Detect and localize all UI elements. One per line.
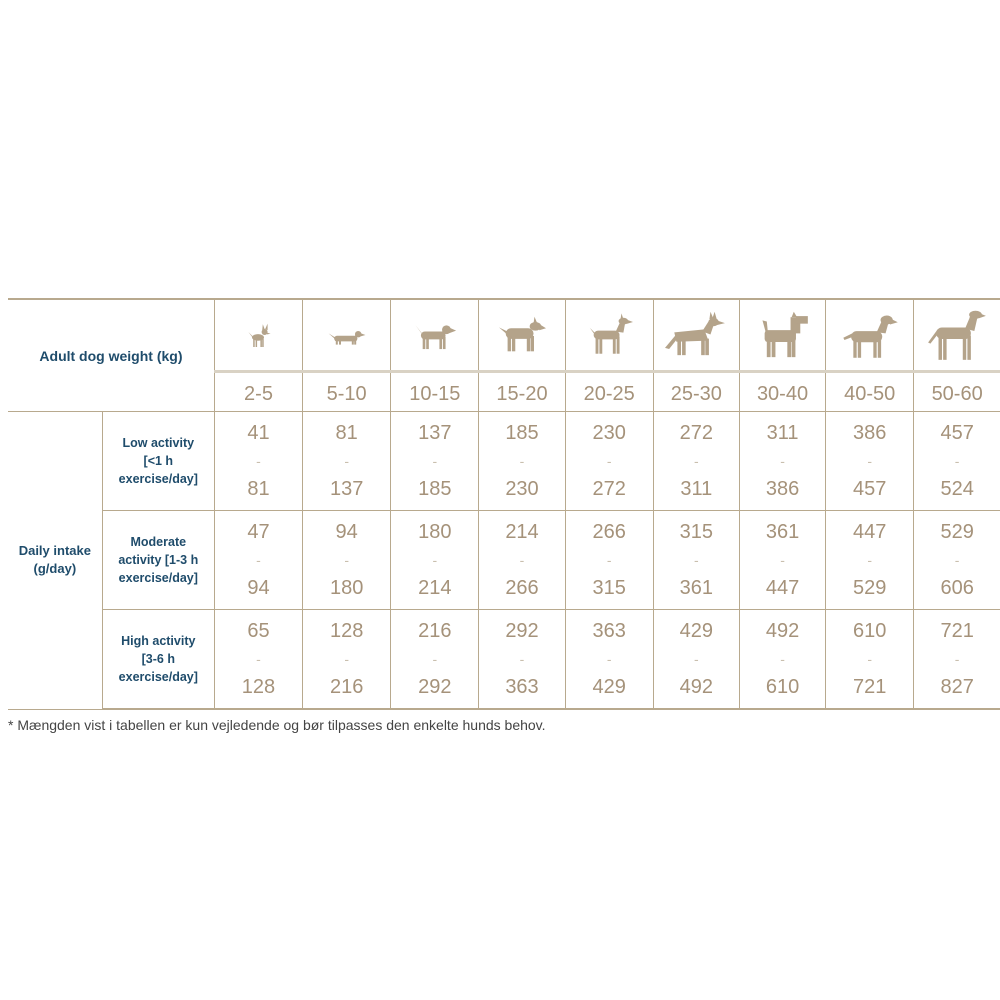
weight-icon-cell	[914, 299, 1000, 372]
weight-icon-cell	[391, 299, 479, 372]
weight-icon-cell	[479, 299, 565, 372]
weight-range: 40-50	[826, 372, 914, 412]
activity-row	[8, 511, 1000, 610]
weight-range: 15-20	[479, 372, 565, 412]
intake-value: 361 - 447	[739, 511, 825, 610]
activity-label	[102, 412, 214, 511]
beagle-icon	[413, 317, 457, 353]
dachshund-icon	[325, 319, 369, 351]
activity-label-line: activity [1-3 h	[118, 553, 199, 567]
weight-icon-cell	[739, 299, 825, 372]
intake-value: 272 - 311	[653, 412, 739, 511]
weight-icon-cell	[565, 299, 653, 372]
weight-range: 20-25	[565, 372, 653, 412]
intake-value: 266 - 315	[565, 511, 653, 610]
weight-range: 2-5	[214, 372, 302, 412]
activity-label	[102, 610, 214, 710]
weight-icon-cell	[653, 299, 739, 372]
feeding-table	[8, 298, 1000, 710]
activity-label-line: exercise/day]	[118, 472, 198, 486]
weight-range: 30-40	[739, 372, 825, 412]
activity-label-line: Moderate	[130, 535, 187, 549]
intake-value: 429 - 492	[653, 610, 739, 710]
great-dane-icon	[927, 309, 987, 361]
airedale-icon	[756, 310, 810, 360]
intake-value: 315 - 361	[653, 511, 739, 610]
intake-value: 94 - 180	[303, 511, 391, 610]
intake-value: 230 - 272	[565, 412, 653, 511]
intake-value: 447 - 529	[826, 511, 914, 610]
intake-value: 41 - 81	[214, 412, 302, 511]
activity-row	[8, 412, 1000, 511]
activity-label	[102, 511, 214, 610]
weight-icon-cell	[826, 299, 914, 372]
weight-range: 25-30	[653, 372, 739, 412]
intake-value: 216 - 292	[391, 610, 479, 710]
intake-value: 610 - 721	[826, 610, 914, 710]
activity-label-line: Low activity	[122, 436, 195, 450]
intake-value: 81 - 137	[303, 412, 391, 511]
bull-terrier-icon	[498, 315, 546, 355]
intake-value: 363 - 429	[565, 610, 653, 710]
intake-value: 311 - 386	[739, 412, 825, 511]
intake-value: 529 - 606	[914, 511, 1000, 610]
intake-value: 457 - 524	[914, 412, 1000, 511]
activity-row	[8, 610, 1000, 710]
intake-value: 292 - 363	[479, 610, 565, 710]
chihuahua-icon	[243, 320, 273, 350]
intake-value: 47 - 94	[214, 511, 302, 610]
intake-value: 386 - 457	[826, 412, 914, 511]
activity-label-line: exercise/day]	[118, 670, 198, 684]
intake-value: 214 - 266	[479, 511, 565, 610]
weight-range: 50-60	[914, 372, 1000, 412]
shepherd-icon	[665, 311, 727, 359]
weight-header: Adult dog weight (kg)	[8, 299, 214, 412]
daily-intake-label: Daily intake (g/day)	[8, 412, 102, 710]
intake-value: 128 - 216	[303, 610, 391, 710]
activity-label-line: exercise/day]	[118, 571, 198, 585]
intake-value: 180 - 214	[391, 511, 479, 610]
pointer-icon	[842, 310, 898, 360]
activity-label-line: [<1 h	[143, 454, 174, 468]
weight-icon-cell	[214, 299, 302, 372]
intake-value: 492 - 610	[739, 610, 825, 710]
activity-label-line: High activity	[121, 634, 196, 648]
intake-value: 185 - 230	[479, 412, 565, 511]
intake-value: 721 - 827	[914, 610, 1000, 710]
activity-label-line: [3-6 h	[141, 652, 175, 666]
weight-range: 10-15	[391, 372, 479, 412]
intake-value: 137 - 185	[391, 412, 479, 511]
pinscher-icon	[585, 312, 633, 358]
weight-icon-cell	[303, 299, 391, 372]
intake-value: 65 - 128	[214, 610, 302, 710]
weight-range: 5-10	[303, 372, 391, 412]
footnote: * Mængden vist i tabellen er kun vejledende og bør tilpasses den enkelte hunds behov.	[8, 717, 546, 733]
